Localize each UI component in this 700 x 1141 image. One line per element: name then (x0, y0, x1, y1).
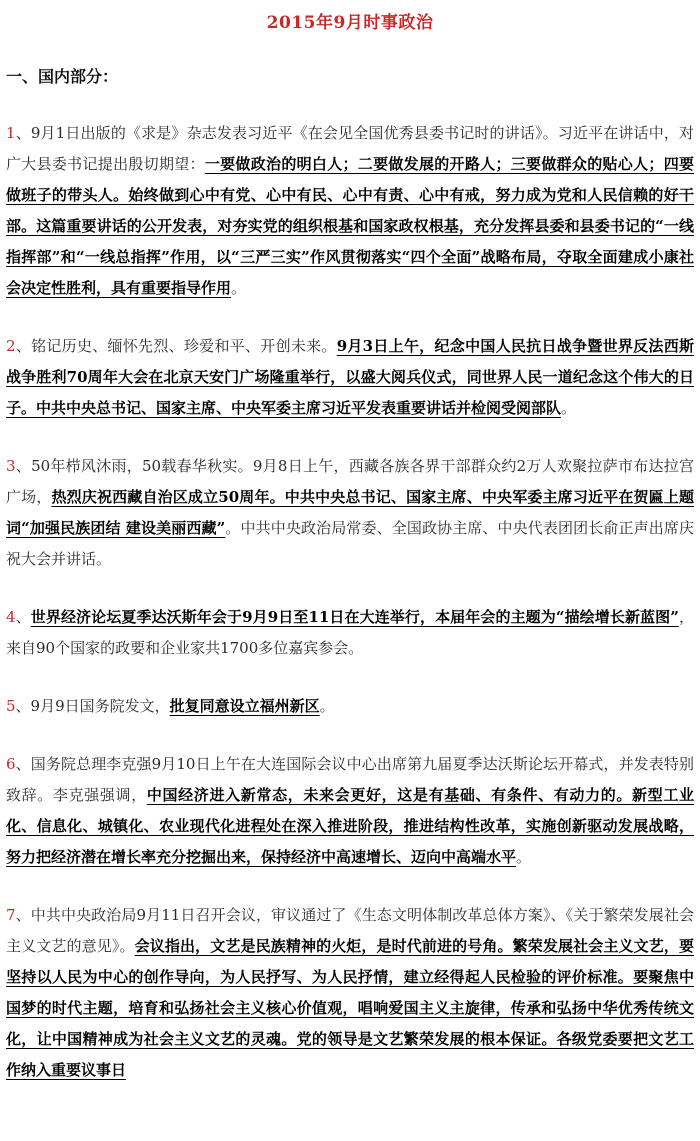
news-item-7 (6, 900, 694, 1086)
body-text: 。 (319, 697, 335, 715)
body-text: 。中共中央政治局常委、全国政协主席、中央代表团团长俞正声出席庆祝大会并讲话。 (6, 519, 694, 568)
section-heading: 一、国内部分： (6, 67, 119, 86)
news-item-1 (6, 118, 694, 304)
key-point-text: 会议指出，文艺是民族精神的火炬，是时代前进的号角。繁荣发展社会主义文艺，要坚持以人民为中心的创作导向，为人民抒写、为人民抒情，建立经得起人民检验的评价标准。要聚焦中国梦的时代主题，培育和弘扬社会主义核心价值观，唱响爱国主义主旋律，传承和弘扬中华优秀传统文化，让中国精神成为社会主义文艺的灵魂。党的领导是文艺繁荣发展的根本保证。各级党委要把文艺工作纳入重要议事日 (6, 937, 694, 1079)
body-text: ，来自90个国家的政要和企业家共1700多位嘉宾参会。 (6, 608, 694, 657)
body-text: 。 (561, 399, 577, 417)
body-text: 、国务院总理李克强9月10日上午在大连国际会议中心出席第九届夏季达沃斯论坛开幕式，并发表特别致辞。李克强强调， (6, 755, 694, 804)
news-item-list (6, 118, 694, 1113)
body-text: 。 (516, 848, 532, 866)
item-number: 4 (6, 608, 16, 626)
item-number: 5 (6, 697, 16, 715)
key-point-text: 中国经济进入新常态，未来会更好，这是有基础、有条件、有动力的。新型工业化、信息化、城镇化、农业现代化进程处在深入推进阶段，推进结构性改革，实施创新驱动发展战略，努力把经济潜在增长率充分挖掘出来，保持经济中高速增长、迈向中高端水平 (6, 786, 694, 866)
news-item-5 (6, 691, 694, 722)
item-number: 6 (6, 755, 16, 773)
item-number: 1 (6, 124, 16, 142)
body-text: 、中共中央政治局9月11日召开会议，审议通过了《生态文明体制改革总体方案》、《关于繁荣发展社会主义文艺的意见》。 (6, 906, 694, 955)
body-text: 、9月9日国务院发文， (15, 697, 170, 715)
body-text: 、铭记历史、缅怀先烈、珍爱和平、开创未来。 (15, 337, 337, 355)
item-number: 3 (6, 457, 16, 475)
item-number: 2 (6, 337, 16, 355)
key-point-text: 世界经济论坛夏季达沃斯年会于9月9日至11日在大连举行，本届年会的主题为“描绘增长新蓝图” (30, 608, 679, 626)
key-point-text: 一要做政治的明白人；二要做发展的开路人；三要做群众的贴心人；四要做班子的带头人。始终做到心中有党、心中有民、心中有责、心中有戒，努力成为党和人民信赖的好干部。这篇重要讲话的公开发表，对夯实党的组织根基和国家政权根基，充分发挥县委和县委书记的“一线指挥部”和“一线总指挥”作用，以“三严三实”作风贯彻落实“四个全面”战略布局，夺取全面建成小康社会决定性胜利，具有重要指导作用 (6, 155, 694, 297)
document-title: 2015年9月时事政治 (266, 13, 434, 33)
body-text: 、50年栉风沐雨，50载春华秋实。9月8日上午，西藏各族各界干部群众约2万人欢聚拉萨市布达拉宫广场， (6, 457, 694, 506)
body-text: 、9月1日出版的《求是》杂志发表习近平《在会见全国优秀县委书记时的讲话》。习近平在讲话中，对广大县委书记提出殷切期望： (6, 124, 694, 173)
news-item-4 (6, 602, 694, 664)
news-item-2 (6, 331, 694, 424)
key-point-text: 批复同意设立福州新区 (169, 697, 320, 715)
key-point-text: 9月3日上午，纪念中国人民抗日战争暨世界反法西斯战争胜利70周年大会在北京天安门广场隆重举行，以盛大阅兵仪式，同世界人民一道纪念这个伟大的日子。中共中央总书记、国家主席、中央军委主席习近平发表重要讲话并检阅受阅部队 (6, 337, 694, 417)
news-item-6 (6, 749, 694, 873)
news-item-3 (6, 451, 694, 575)
body-text: 。 (231, 279, 247, 297)
body-text: 、 (15, 608, 31, 626)
key-point-text: 热烈庆祝西藏自治区成立50周年。中共中央总书记、国家主席、中央军委主席习近平在贺匾上题词“加强民族团结 建设美丽西藏” (6, 488, 694, 537)
item-number: 7 (6, 906, 16, 924)
